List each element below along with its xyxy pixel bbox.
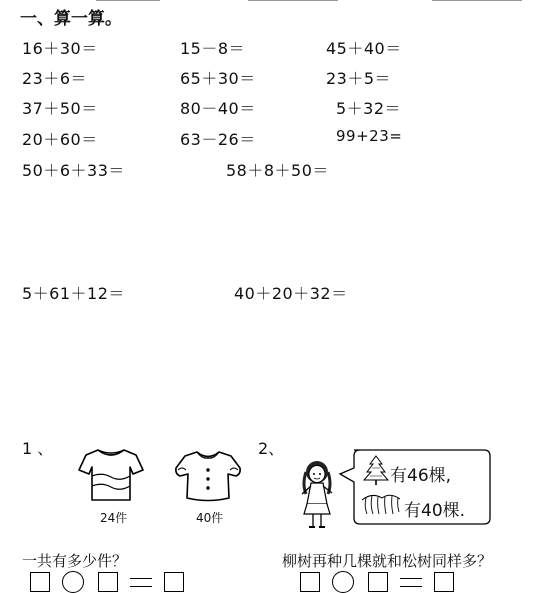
problem-r3c2: 80－40＝ bbox=[180, 99, 256, 118]
problem-r3c3: 5＋32＝ bbox=[336, 99, 402, 118]
equals-sign-1 bbox=[130, 578, 152, 587]
problem-long-2: 58＋8＋50＝ bbox=[226, 161, 329, 180]
problem-r4c1: 20＋60＝ bbox=[22, 130, 98, 149]
problem-r4c2: 63－26＝ bbox=[180, 130, 256, 149]
answer-box-2a[interactable] bbox=[300, 572, 320, 592]
problem-r2c3: 23＋5＝ bbox=[326, 69, 392, 88]
top-rule-1 bbox=[96, 0, 160, 1]
tshirt-count-label: 24件 bbox=[100, 511, 128, 525]
answer-box-1a[interactable] bbox=[30, 572, 50, 592]
section-title: 一、算一算。 bbox=[20, 9, 122, 29]
problem-r2c2: 65＋30＝ bbox=[180, 69, 256, 88]
bubble-line-1: 有46棵, bbox=[390, 466, 452, 486]
willow-tree-icon bbox=[358, 490, 402, 516]
dress-icon bbox=[172, 446, 244, 504]
problem1-number: 1 、 bbox=[22, 439, 54, 458]
problem-r1c1: 16＋30＝ bbox=[22, 39, 98, 58]
problem-r1c3: 45＋40＝ bbox=[326, 39, 402, 58]
problem-long-3: 5＋61＋12＝ bbox=[22, 284, 125, 303]
answer-box-2b[interactable] bbox=[368, 572, 388, 592]
operator-circle-2[interactable] bbox=[332, 571, 354, 593]
answer-box-1b[interactable] bbox=[98, 572, 118, 592]
tshirt-icon bbox=[76, 446, 146, 504]
top-rule-3 bbox=[432, 0, 522, 1]
bubble-line-2: 有40棵. bbox=[404, 501, 466, 521]
answer-box-1c[interactable] bbox=[164, 572, 184, 592]
problem-r1c2: 15－8＝ bbox=[180, 39, 246, 58]
problem-r4c3: 99+23= bbox=[336, 127, 403, 145]
problem-r2c1: 23＋6＝ bbox=[22, 69, 88, 88]
problem2-question: 柳树再种几棵就和松树同样多？ bbox=[282, 552, 493, 570]
top-rule-2 bbox=[248, 0, 338, 1]
problem-long-4: 40＋20＋32＝ bbox=[234, 284, 348, 303]
problem2-number: 2、 bbox=[258, 439, 285, 458]
problem-long-1: 50＋6＋33＝ bbox=[22, 161, 125, 180]
answer-box-2c[interactable] bbox=[434, 572, 454, 592]
pine-tree-icon bbox=[362, 454, 390, 486]
problem1-question: 一共有多少件？ bbox=[22, 552, 128, 570]
operator-circle-1[interactable] bbox=[62, 571, 84, 593]
dress-count-label: 40件 bbox=[196, 511, 224, 525]
equals-sign-2 bbox=[400, 578, 422, 587]
problem-r3c1: 37＋50＝ bbox=[22, 99, 98, 118]
